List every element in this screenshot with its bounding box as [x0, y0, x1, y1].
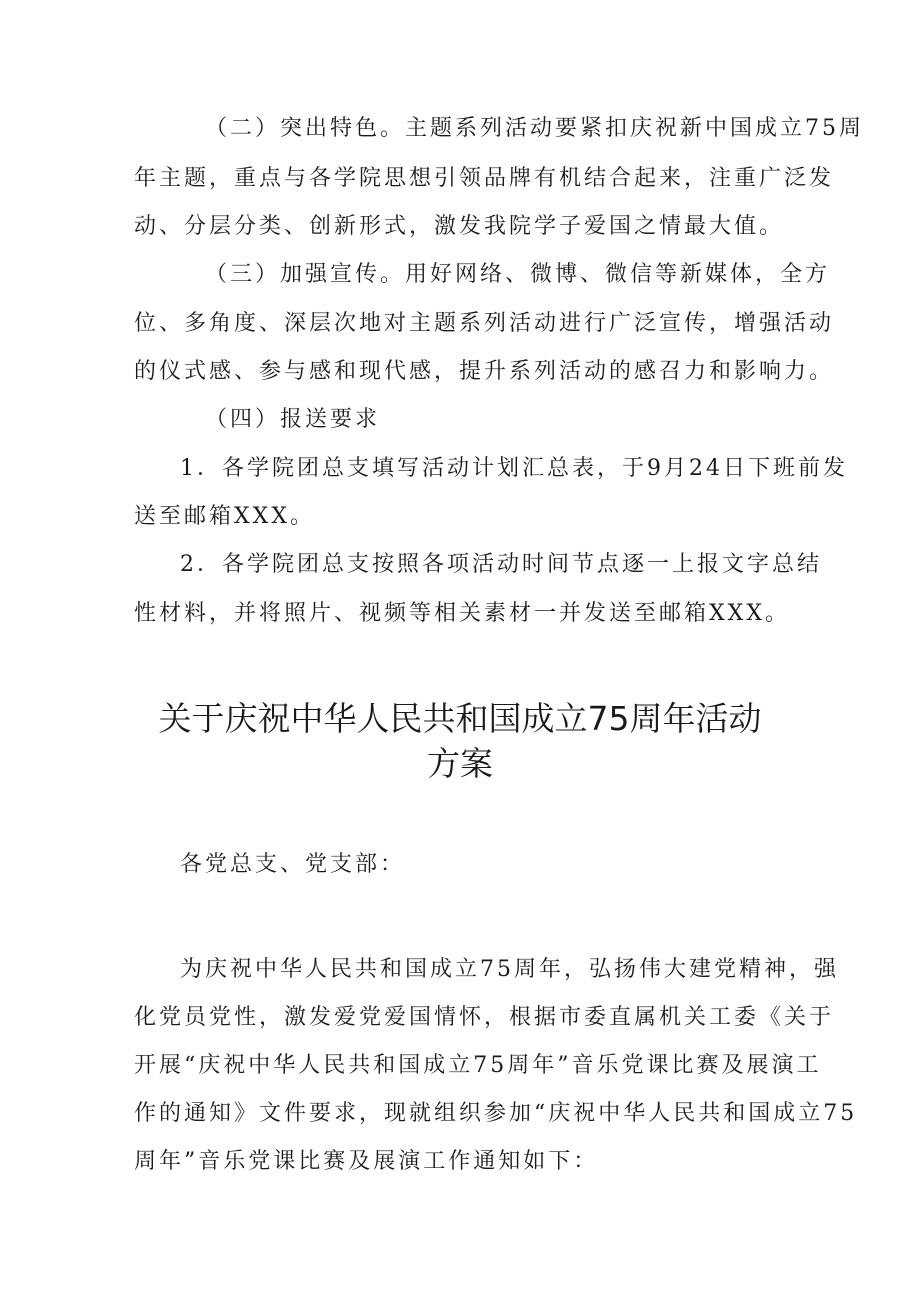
requirement-one-line-2: 送至邮箱XXX。	[134, 504, 315, 529]
requirement-two-line-2: 性材料，并将照片、视频等相关素材一并发送至邮箱XXX。	[134, 601, 790, 626]
requirement-two-line-1: 2．各学院团总支按照各项活动时间节点逐一上报文字总结	[180, 552, 822, 577]
intro-line-4: 作的通知》文件要求，现就组织参加“庆祝中华人民共和国成立75	[134, 1101, 858, 1126]
section-three-line-1: （三）加强宣传。用好网络、微博、微信等新媒体，全方	[205, 262, 831, 287]
intro-line-5: 周年”音乐党课比赛及展演工作通知如下：	[134, 1149, 599, 1174]
salutation: 各党总支、党支部：	[180, 852, 406, 877]
requirement-one-line-1: 1．各学院团总支填写活动计划汇总表，于9月24日下班前发	[180, 456, 848, 481]
intro-line-1: 为庆祝中华人民共和国成立75周年，弘扬伟大建党精神，强	[180, 957, 839, 982]
document-title-line-1: 关于庆祝中华人民共和国成立75周年活动	[158, 699, 762, 738]
section-two-line-2: 年主题，重点与各学院思想引领品牌有机结合起来，注重广泛发	[134, 166, 835, 191]
section-two-line-1: （二）突出特色。主题系列活动要紧扣庆祝新中国成立75周	[205, 116, 864, 141]
intro-line-2: 化党员党性，激发爱党爱国情怀，根据市委直属机关工委《关于	[134, 1005, 835, 1030]
intro-line-3: 开展“庆祝中华人民共和国成立75周年”音乐党课比赛及展演工	[134, 1053, 822, 1078]
document-title-line-2: 方案	[427, 744, 493, 783]
section-two-line-3: 动、分层分类、创新形式，激发我院学子爱国之情最大值。	[134, 214, 785, 239]
section-three-line-3: 的仪式感、参与感和现代感，提升系列活动的感召力和影响力。	[134, 359, 835, 384]
section-three-line-2: 位、多角度、深层次地对主题系列活动进行广泛宣传，增强活动	[134, 311, 835, 336]
section-four-heading: （四）报送要求	[205, 407, 381, 432]
